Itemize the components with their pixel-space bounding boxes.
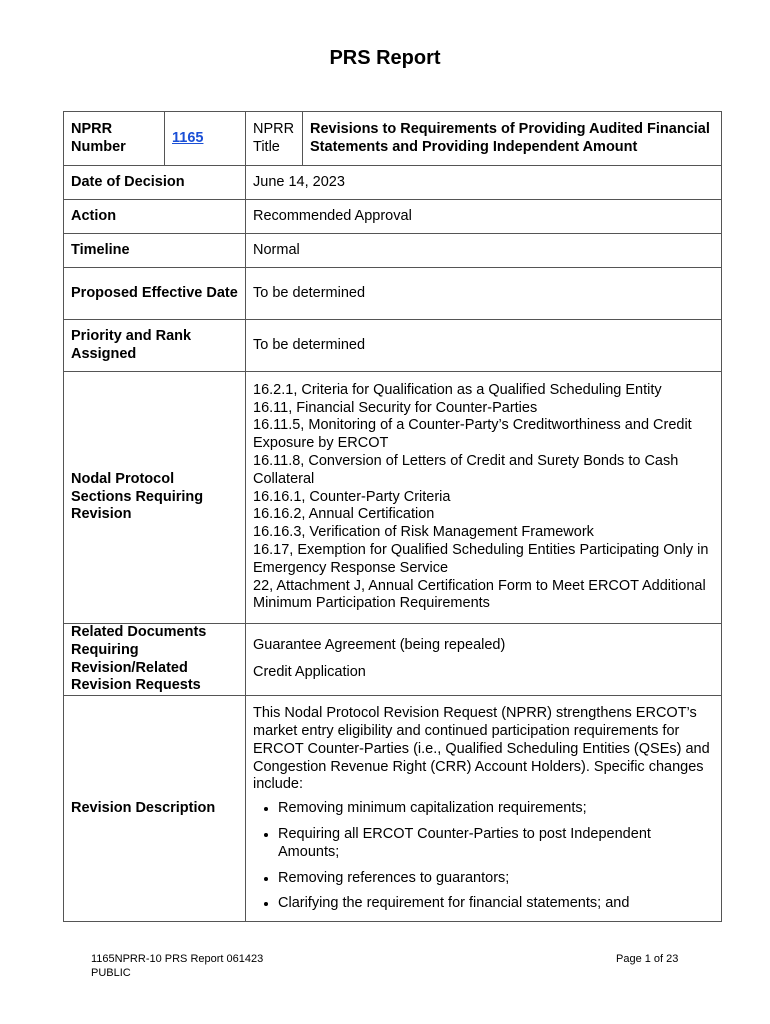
priority-value: To be determined xyxy=(246,320,722,372)
changes-list xyxy=(253,800,714,913)
revision-desc-cell xyxy=(246,696,722,922)
action-label: Action xyxy=(64,200,246,234)
section-item: 16.16.3, Verification of Risk Management Framework xyxy=(253,524,594,541)
related-label: Related Documents Requiring Revision/Related Revision Requests xyxy=(64,624,246,696)
effective-date-row xyxy=(64,268,722,320)
timeline-row xyxy=(64,234,722,268)
section-item: 16.11, Financial Security for Counter-Parties xyxy=(253,399,538,416)
action-row xyxy=(64,200,722,234)
revision-desc-row xyxy=(64,696,722,922)
related-list xyxy=(246,624,722,696)
sections-list xyxy=(246,372,722,624)
date-of-decision-value: June 14, 2023 xyxy=(246,166,722,200)
section-item: 16.17, Exemption for Qualified Scheduling Entities Participating Only in Emergency Response Service xyxy=(253,541,709,576)
sections-row xyxy=(64,372,722,624)
revision-desc-text: This Nodal Protocol Revision Request (NPRR) strengthens ERCOT’s market entry eligibility and continued participation requirements for ERCOT Counter-Parties (i.e., Qualified Scheduling Entities (QSEs) and Congestion Revenue Right (CRR) Account Holders). Specific changes include: xyxy=(253,705,710,793)
prs-report-table xyxy=(63,111,722,922)
revision-desc-label: Revision Description xyxy=(64,696,246,922)
related-item: Guarantee Agreement (being repealed) xyxy=(253,637,506,654)
section-item: 16.11.5, Monitoring of a Counter-Party’s Creditworthiness and Credit Exposure by ERCOT xyxy=(253,417,692,452)
section-item: 16.16.2, Annual Certification xyxy=(253,506,435,523)
footer-doc-id: 1165NPRR-10 PRS Report 061423 xyxy=(91,953,264,965)
list-item: • Clarifying the requirement for financial statements; and xyxy=(278,895,714,913)
list-item: • Removing minimum capitalization requirements; xyxy=(278,800,714,818)
section-item: 16.16.1, Counter-Party Criteria xyxy=(253,488,451,505)
effective-date-value: To be determined xyxy=(246,268,722,320)
timeline-label: Timeline xyxy=(64,234,246,268)
nprr-title-label: NPRR Title xyxy=(246,112,303,166)
footer-left xyxy=(91,952,263,980)
section-item: 22, Attachment J, Annual Certification Form to Meet ERCOT Additional Minimum Participation Requirements xyxy=(253,577,706,612)
page-number: Page 1 of 23 xyxy=(616,953,679,965)
nprr-number-label: NPRR Number xyxy=(64,112,165,166)
section-item: 16.2.1, Criteria for Qualification as a Qualified Scheduling Entity xyxy=(253,381,662,398)
effective-date-label: Proposed Effective Date xyxy=(64,268,246,320)
list-item: • Removing references to guarantors; xyxy=(278,870,714,888)
nprr-number-cell xyxy=(165,112,246,166)
list-item: • Requiring all ERCOT Counter-Parties to post Independent Amounts; xyxy=(278,826,714,862)
nprr-row xyxy=(64,112,722,166)
section-item: 16.11.8, Conversion of Letters of Credit and Surety Bonds to Cash Collateral xyxy=(253,453,679,487)
action-value: Recommended Approval xyxy=(246,200,722,234)
nprr-title: Revisions to Requirements of Providing Audited Financial Statements and Providing Independent Amount xyxy=(303,112,722,166)
related-row xyxy=(64,624,722,696)
date-row xyxy=(64,166,722,200)
sections-label: Nodal Protocol Sections Requiring Revision xyxy=(64,372,246,624)
nprr-number-link[interactable]: 1165 xyxy=(172,129,204,146)
priority-label: Priority and Rank Assigned xyxy=(64,320,246,372)
related-item: Credit Application xyxy=(253,664,366,681)
footer-classification: PUBLIC xyxy=(91,967,131,979)
priority-row xyxy=(64,320,722,372)
page-title: PRS Report xyxy=(329,47,441,69)
date-of-decision-label: Date of Decision xyxy=(64,166,246,200)
timeline-value: Normal xyxy=(246,234,722,268)
